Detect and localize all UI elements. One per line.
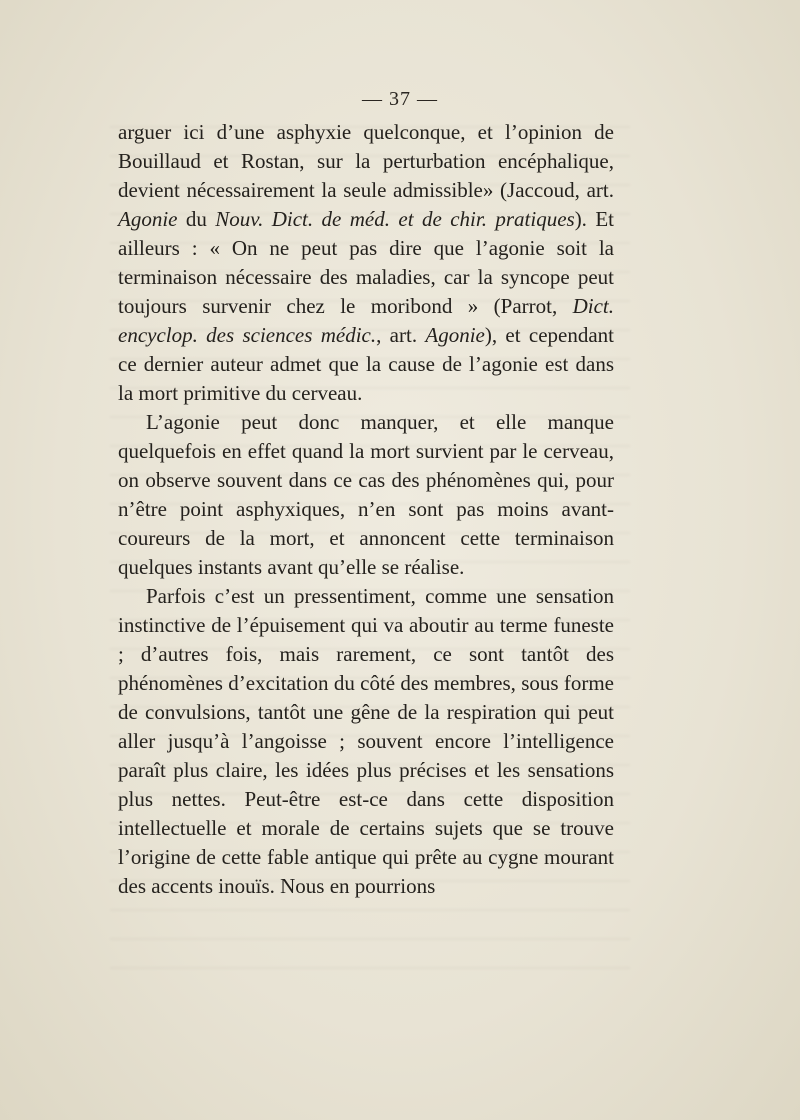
paragraph-2 <box>118 408 614 582</box>
text-segment: ), et cependant ce dernier auteur admet que la cause de l’agonie est dans la mort primitive du cerveau. <box>118 323 614 405</box>
text-segment: , art. <box>376 323 426 347</box>
italic-text-segment: Dict. encyclop. des sciences médic. <box>118 294 614 347</box>
text-segment: ). Et ailleurs : « On ne peut pas dire que l’agonie soit la terminaison nécessaire des maladies, car la syncope peut toujours survenir chez le moribond » (Parrot, <box>118 207 614 318</box>
italic-text-segment: Agonie <box>118 207 178 231</box>
body-text <box>118 118 614 901</box>
text-segment: L’agonie peut donc manquer, et elle manque quelquefois en effet quand la mort survient par le cerveau, on observe souvent dans ce cas des phénomènes qui, pour n’être point asphyxiques, n’en sont pas moins avant-coureurs de la mort, et annoncent cette terminaison quelques instants avant qu’elle se réalise. <box>118 410 614 579</box>
text-segment: Parfois c’est un pressentiment, comme une sensation instinctive de l’épuisement qui va aboutir au terme funeste ; d’autres fois, mais rarement, ce sont tantôt des phénomènes d’excitation du côté des membres, sous forme de convulsions, tantôt une gêne de la respiration qui peut aller jusqu’à l’angoisse ; souvent encore l’intelligence paraît plus claire, les idées plus précises et les sensations plus nettes. Peut-être est-ce dans cette disposition intellectuelle et morale de certains sujets que se trouve l’origine de cette fable antique qui prête au cygne mourant des accents inouïs. Nous en pourrions <box>118 584 614 898</box>
italic-text-segment: Nouv. Dict. de méd. et de chir. pratiques <box>215 207 575 231</box>
page-number: — 37 — <box>362 88 438 110</box>
italic-text-segment: Agonie <box>425 323 485 347</box>
text-segment: arguer ici d’une asphyxie quelconque, et l’opinion de Bouillaud et Rostan, sur la perturbation encéphalique, devient nécessairement la seule admissible» (Jaccoud, art. <box>118 120 614 202</box>
paragraph-1 <box>118 118 614 408</box>
paragraph-3 <box>118 582 614 901</box>
text-segment: du <box>177 207 216 231</box>
